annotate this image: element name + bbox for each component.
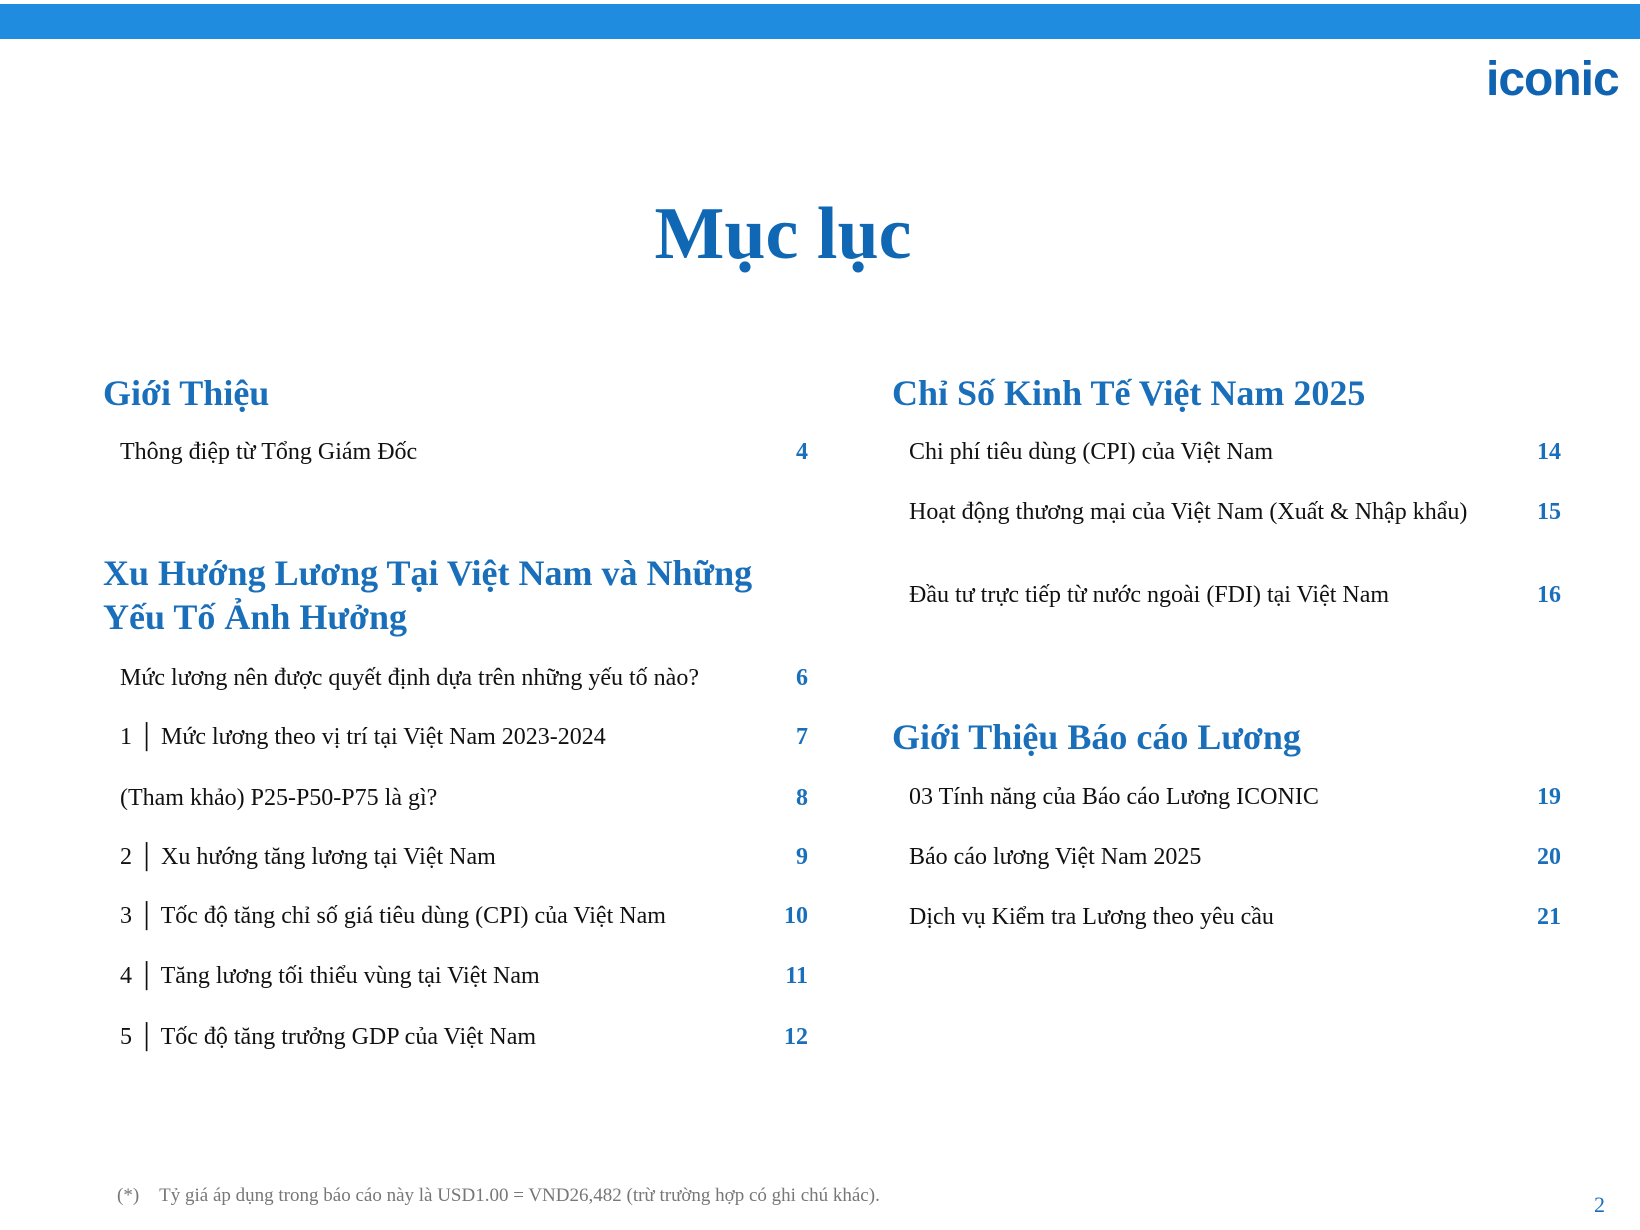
page-title: Mục lục bbox=[654, 193, 912, 275]
toc-item-label: (Tham khảo) P25-P50-P75 là gì? bbox=[120, 784, 438, 811]
toc-item-label: Hoạt động thương mại của Việt Nam (Xuất & Nhập khẩu) bbox=[909, 498, 1468, 525]
toc-item-label: Chi phí tiêu dùng (CPI) của Việt Nam bbox=[909, 438, 1274, 465]
toc-item-page: 9 bbox=[796, 843, 808, 870]
toc-item-page: 11 bbox=[785, 962, 808, 989]
toc-item[interactable] bbox=[909, 902, 1561, 932]
toc-item[interactable] bbox=[909, 437, 1561, 467]
toc-item[interactable] bbox=[120, 961, 808, 991]
footnote bbox=[117, 1185, 880, 1207]
toc-item-page: 12 bbox=[784, 1023, 808, 1050]
toc-item[interactable] bbox=[120, 722, 808, 752]
toc-item-label: 03 Tính năng của Báo cáo Lương ICONIC bbox=[909, 783, 1319, 810]
toc-item-page: 21 bbox=[1537, 903, 1561, 930]
toc-item[interactable] bbox=[909, 497, 1561, 527]
page-number: 2 bbox=[1594, 1192, 1605, 1217]
toc-item[interactable] bbox=[120, 901, 808, 931]
section-heading: Chỉ Số Kinh Tế Việt Nam 2025 bbox=[892, 373, 1366, 413]
toc-item[interactable] bbox=[909, 580, 1561, 610]
footnote-mark: (*) bbox=[117, 1185, 140, 1206]
toc-item-label: 3 │ Tốc độ tăng chỉ số giá tiêu dùng (CPI) của Việt Nam bbox=[120, 902, 666, 929]
toc-item-label: Mức lương nên được quyết định dựa trên những yếu tố nào? bbox=[120, 664, 699, 691]
section-heading: Giới Thiệu bbox=[103, 373, 270, 413]
toc-item[interactable] bbox=[120, 437, 808, 467]
toc-item-page: 7 bbox=[796, 723, 808, 750]
toc-item-page: 16 bbox=[1537, 581, 1561, 608]
toc-item-label: 4 │ Tăng lương tối thiểu vùng tại Việt Nam bbox=[120, 962, 540, 989]
toc-item-page: 8 bbox=[796, 784, 808, 811]
toc-item-label: 2 │ Xu hướng tăng lương tại Việt Nam bbox=[120, 843, 496, 870]
section-heading: Yếu Tố Ảnh Hưởng bbox=[103, 597, 407, 637]
toc-item-label: Đầu tư trực tiếp từ nước ngoài (FDI) tại Việt Nam bbox=[909, 581, 1390, 608]
toc-item-page: 15 bbox=[1537, 498, 1561, 525]
section-heading: Giới Thiệu Báo cáo Lương bbox=[892, 717, 1301, 757]
toc-item-label: Dịch vụ Kiểm tra Lương theo yêu cầu bbox=[909, 903, 1274, 930]
toc-item[interactable] bbox=[909, 842, 1561, 872]
toc-item-label: Báo cáo lương Việt Nam 2025 bbox=[909, 843, 1202, 870]
top-accent-bar bbox=[0, 4, 1640, 39]
section-heading: Xu Hướng Lương Tại Việt Nam và Những bbox=[103, 553, 753, 593]
toc-item-label: Thông điệp từ Tổng Giám Đốc bbox=[120, 438, 418, 465]
toc-item-page: 4 bbox=[796, 438, 808, 465]
toc-item-page: 20 bbox=[1537, 843, 1561, 870]
footnote-text: Tỷ giá áp dụng trong báo cáo này là USD1.00 = VND26,482 (trừ trường hợp có ghi chú khác). bbox=[159, 1185, 880, 1206]
toc-item-page: 19 bbox=[1537, 783, 1561, 810]
toc-item-page: 6 bbox=[796, 664, 808, 691]
toc-item[interactable] bbox=[120, 1022, 808, 1052]
toc-item[interactable] bbox=[120, 663, 808, 693]
toc-item-page: 10 bbox=[784, 902, 808, 929]
toc-item-page: 14 bbox=[1537, 438, 1561, 465]
toc-item-label: 1 │ Mức lương theo vị trí tại Việt Nam 2023-2024 bbox=[120, 723, 606, 750]
toc-item[interactable] bbox=[120, 842, 808, 872]
toc-item-label: 5 │ Tốc độ tăng trưởng GDP của Việt Nam bbox=[120, 1023, 537, 1050]
toc-item[interactable] bbox=[120, 783, 808, 813]
toc-item[interactable] bbox=[909, 782, 1561, 812]
iconic-logo: iconic bbox=[1486, 53, 1619, 106]
